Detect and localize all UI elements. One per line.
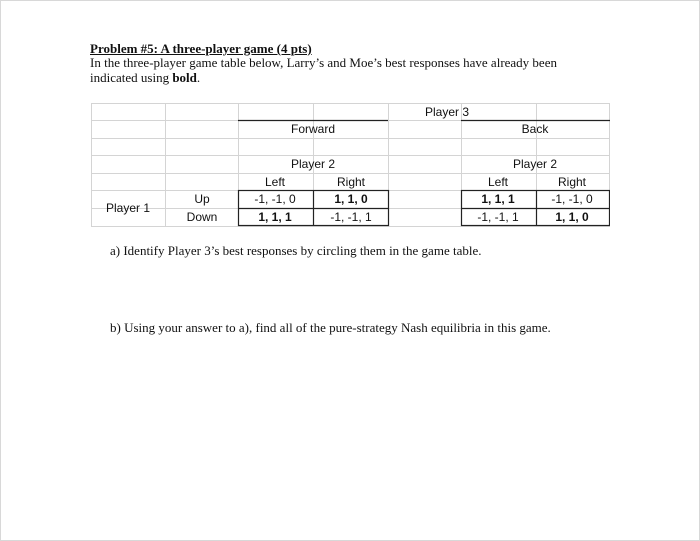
forward-up-left-payoff: -1, -1, 0	[254, 192, 296, 206]
back-down-right-payoff: 1, 1, 0	[555, 210, 589, 224]
question-b: b) Using your answer to a), find all of the pure-strategy Nash equilibria in this game.	[110, 320, 551, 335]
forward-label: Forward	[290, 122, 336, 136]
forward-col-right: Right	[336, 175, 366, 189]
back-label: Back	[521, 122, 549, 136]
intro-end: .	[196, 70, 201, 85]
player2-label-forward: Player 2	[290, 157, 336, 171]
problem-intro	[90, 55, 590, 85]
question-a: a) Identify Player 3’s best responses by circling them in the game table.	[110, 243, 482, 258]
back-up-left-payoff: 1, 1, 1	[481, 192, 515, 206]
player1-label: Player 1	[105, 201, 151, 215]
forward-col-left: Left	[264, 175, 286, 189]
intro-text: In the three-player game table below, Larry’s and Moe’s best responses have already been indicated using	[90, 55, 557, 85]
forward-up-right-payoff: 1, 1, 0	[334, 192, 368, 206]
back-down-left-payoff: -1, -1, 1	[477, 210, 519, 224]
game-table	[91, 103, 610, 227]
forward-down-left-payoff: 1, 1, 1	[258, 210, 292, 224]
forward-down-right-payoff: -1, -1, 1	[330, 210, 372, 224]
problem-title: Problem #5: A three-player game (4 pts)	[90, 41, 312, 56]
back-col-left: Left	[487, 175, 509, 189]
player2-label-back: Player 2	[512, 157, 558, 171]
row-down-label: Down	[186, 210, 218, 224]
player3-label: Player 3	[424, 105, 470, 119]
row-up-label: Up	[194, 192, 210, 206]
back-col-right: Right	[557, 175, 587, 189]
back-up-right-payoff: -1, -1, 0	[551, 192, 593, 206]
intro-bold-word: bold	[172, 70, 197, 85]
